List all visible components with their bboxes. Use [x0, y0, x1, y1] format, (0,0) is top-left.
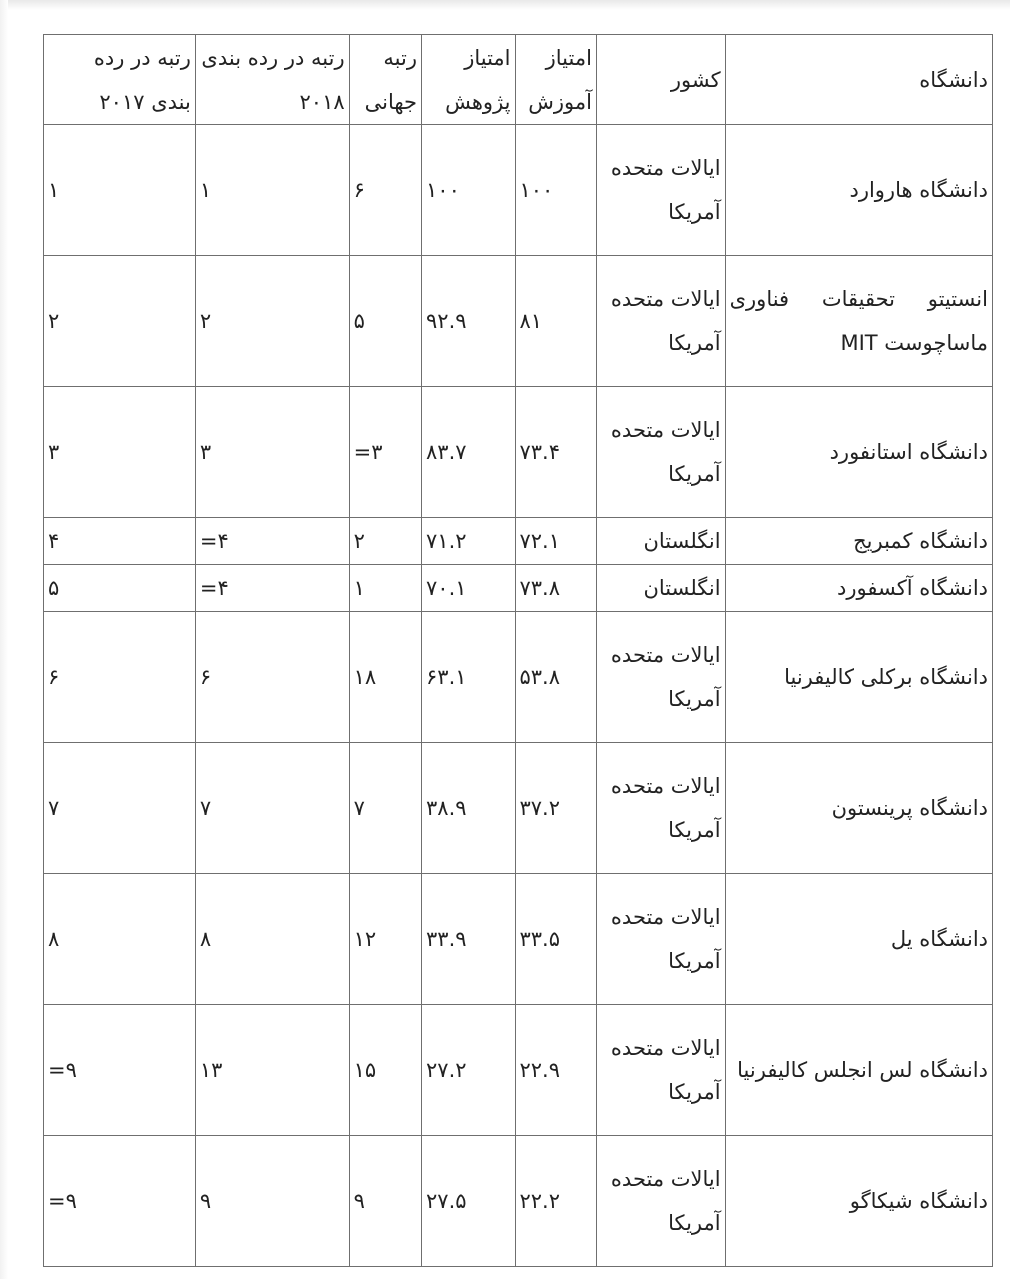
cell-rank-2017: ۶ [44, 612, 196, 743]
cell-research-score: ۲۷.۲ [422, 1005, 515, 1136]
cell-university: دانشگاه استانفورد [725, 387, 992, 518]
header-university: دانشگاه [725, 35, 992, 125]
table-row [44, 612, 993, 743]
cell-rank-2017: ۲ [44, 256, 196, 387]
header-rank-2018: رتبه در رده بندی ۲۰۱۸ [195, 35, 349, 125]
table-row [44, 256, 993, 387]
cell-world-rank: ۲ [349, 518, 421, 565]
cell-teaching-score: ۷۳.۴ [515, 387, 596, 518]
header-world-rank: رتبه جهانی [349, 35, 421, 125]
table-header-row [44, 35, 993, 125]
cell-country: انگلستان [596, 518, 725, 565]
cell-country: ایالات متحده آمریکا [596, 874, 725, 1005]
cell-rank-2018: ۱۳ [195, 1005, 349, 1136]
cell-world-rank: ۱۵ [349, 1005, 421, 1136]
cell-university: دانشگاه هاروارد [725, 125, 992, 256]
cell-country: ایالات متحده آمریکا [596, 125, 725, 256]
header-teaching-score: امتیاز آموزش [515, 35, 596, 125]
cell-university: دانشگاه برکلی کالیفرنیا [725, 612, 992, 743]
cell-teaching-score: ۳۷.۲ [515, 743, 596, 874]
university-ranking-table [43, 34, 993, 1267]
cell-teaching-score: ۵۳.۸ [515, 612, 596, 743]
cell-university: دانشگاه پرینستون [725, 743, 992, 874]
cell-country: ایالات متحده آمریکا [596, 1136, 725, 1267]
table-row [44, 1136, 993, 1267]
cell-world-rank: ۱۲ [349, 874, 421, 1005]
cell-teaching-score: ۲۲.۲ [515, 1136, 596, 1267]
cell-teaching-score: ۱۰۰ [515, 125, 596, 256]
cell-rank-2018: ۲ [195, 256, 349, 387]
cell-rank-2018: ۸ [195, 874, 349, 1005]
cell-university: دانشگاه کمبریج [725, 518, 992, 565]
table-row [44, 125, 993, 256]
cell-world-rank: ۷ [349, 743, 421, 874]
cell-rank-2018: ۱ [195, 125, 349, 256]
cell-rank-2018: ۷ [195, 743, 349, 874]
cell-rank-2018: ۴= [195, 565, 349, 612]
cell-world-rank: ۱ [349, 565, 421, 612]
cell-world-rank: ۱۸ [349, 612, 421, 743]
table-row [44, 1005, 993, 1136]
cell-research-score: ۳۸.۹ [422, 743, 515, 874]
cell-rank-2017: ۴ [44, 518, 196, 565]
cell-world-rank: ۵ [349, 256, 421, 387]
header-rank-2017: رتبه در رده بندی ۲۰۱۷ [44, 35, 196, 125]
cell-teaching-score: ۲۲.۹ [515, 1005, 596, 1136]
cell-rank-2017: ۳ [44, 387, 196, 518]
cell-rank-2017: ۸ [44, 874, 196, 1005]
cell-research-score: ۷۰.۱ [422, 565, 515, 612]
cell-research-score: ۸۳.۷ [422, 387, 515, 518]
page-top-edge [0, 0, 1010, 10]
cell-research-score: ۲۷.۵ [422, 1136, 515, 1267]
cell-teaching-score: ۸۱ [515, 256, 596, 387]
cell-university: دانشگاه شیکاگو [725, 1136, 992, 1267]
cell-teaching-score: ۷۳.۸ [515, 565, 596, 612]
header-country: کشور [596, 35, 725, 125]
table-row [44, 518, 993, 565]
cell-country: ایالات متحده آمریکا [596, 743, 725, 874]
cell-teaching-score: ۷۲.۱ [515, 518, 596, 565]
cell-country: ایالات متحده آمریکا [596, 612, 725, 743]
table-row [44, 874, 993, 1005]
cell-research-score: ۷۱.۲ [422, 518, 515, 565]
cell-research-score: ۳۳.۹ [422, 874, 515, 1005]
cell-country: ایالات متحده آمریکا [596, 256, 725, 387]
table-row [44, 387, 993, 518]
cell-country: انگلستان [596, 565, 725, 612]
cell-rank-2018: ۳ [195, 387, 349, 518]
cell-rank-2017: ۱ [44, 125, 196, 256]
cell-rank-2018: ۶ [195, 612, 349, 743]
cell-world-rank: ۶ [349, 125, 421, 256]
cell-university: انستیتو تحقیقات فناوری ماساچوست MIT [725, 256, 992, 387]
cell-university: دانشگاه آکسفورد [725, 565, 992, 612]
cell-country: ایالات متحده آمریکا [596, 387, 725, 518]
cell-research-score: ۶۳.۱ [422, 612, 515, 743]
cell-rank-2017: ۷ [44, 743, 196, 874]
cell-university: دانشگاه یل [725, 874, 992, 1005]
cell-teaching-score: ۳۳.۵ [515, 874, 596, 1005]
cell-rank-2018: ۴= [195, 518, 349, 565]
cell-rank-2017: ۹= [44, 1136, 196, 1267]
table-row [44, 743, 993, 874]
cell-rank-2017: ۹= [44, 1005, 196, 1136]
cell-research-score: ۱۰۰ [422, 125, 515, 256]
cell-rank-2017: ۵ [44, 565, 196, 612]
cell-world-rank: ۳= [349, 387, 421, 518]
cell-country: ایالات متحده آمریکا [596, 1005, 725, 1136]
cell-world-rank: ۹ [349, 1136, 421, 1267]
cell-rank-2018: ۹ [195, 1136, 349, 1267]
cell-university: دانشگاه لس انجلس کالیفرنیا [725, 1005, 992, 1136]
table-row [44, 565, 993, 612]
page-left-edge [0, 0, 8, 1279]
header-research-score: امتیاز پژوهش [422, 35, 515, 125]
cell-research-score: ۹۲.۹ [422, 256, 515, 387]
